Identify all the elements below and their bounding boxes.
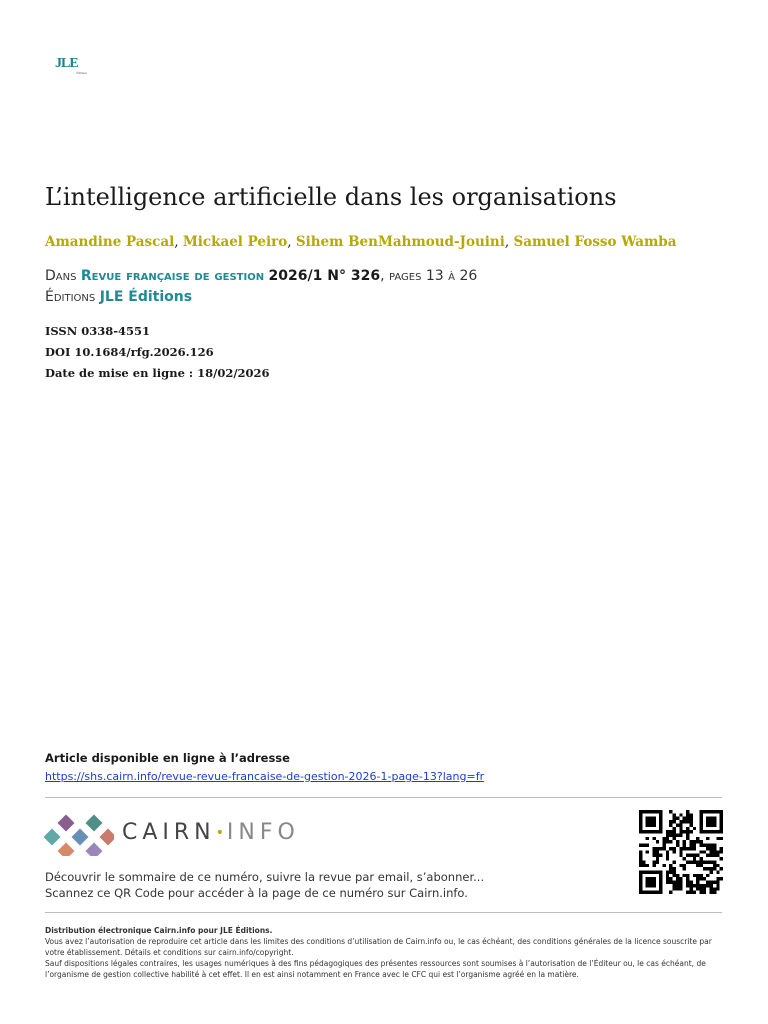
- pages-range: , pages 13 à 26: [380, 268, 478, 284]
- author-link[interactable]: Sihem BenMahmoud-Jouini: [295, 234, 505, 250]
- logo-text: JLE: [55, 56, 78, 71]
- cairn-wordmark[interactable]: [122, 820, 300, 845]
- discover-line-2: Scannez ce QR Code pour accéder à la page de ce numéro sur Cairn.info.: [45, 886, 468, 900]
- issue-number: 2026/1 N° 326: [268, 268, 381, 284]
- logo-subtext: Éditions: [76, 71, 87, 75]
- author-link[interactable]: Amandine Pascal: [45, 234, 175, 250]
- cairn-dot: •: [215, 825, 227, 841]
- cairn-info: INFO: [226, 820, 300, 845]
- journal-link[interactable]: Revue française de gestion: [80, 268, 265, 284]
- divider: [45, 797, 722, 798]
- author-link[interactable]: Samuel Fosso Wamba: [513, 234, 677, 250]
- publisher-link[interactable]: JLE Éditions: [99, 289, 193, 305]
- qr-code[interactable]: [639, 810, 723, 894]
- author-list: Amandine Pascal, Mickael Peiro, Sihem BenMahmoud-Jouini, Samuel Fosso Wamba: [45, 234, 677, 250]
- availability-label: Article disponible en ligne à l’adresse: [45, 751, 290, 765]
- publication-line: [45, 268, 477, 284]
- discover-text: [45, 869, 484, 901]
- issn: ISSN 0338-4551: [45, 324, 151, 338]
- dans-label: Dans: [45, 268, 77, 284]
- footer-paragraph-1: Vous avez l’autorisation de reproduire cet article dans les limites des conditions d’utilisation de Cairn.info ou, le cas échéant, des conditions générales de la licence souscrite par votre établissement. Détails et conditions sur cairn.info/copyright.: [45, 937, 712, 957]
- article-url-link[interactable]: https://shs.cairn.info/revue-revue-francaise-de-gestion-2026-1-page-13?lang=fr: [45, 770, 485, 783]
- publisher-line: [45, 289, 192, 305]
- author-link[interactable]: Mickael Peiro: [182, 234, 288, 250]
- online-date: Date de mise en ligne : 18/02/2026: [45, 366, 270, 380]
- article-title: L’intelligence artificielle dans les organisations: [45, 183, 617, 211]
- publisher-logo: [55, 57, 87, 75]
- doi: DOI 10.1684/rfg.2026.126: [45, 345, 214, 359]
- cairn-brand: CAIRN: [122, 820, 216, 845]
- footer-title: Distribution électronique Cairn.info pour JLE Éditions.: [45, 926, 273, 935]
- discover-line-1: Découvrir le sommaire de ce numéro, suivre la revue par email, s’abonner...: [45, 870, 485, 884]
- distribution-notice: [45, 925, 722, 980]
- cairn-logo-icon: [44, 810, 114, 856]
- divider: [45, 912, 722, 913]
- editions-label: Éditions: [45, 289, 96, 305]
- footer-paragraph-2: Sauf dispositions légales contraires, les usages numériques à des fins pédagogiques des présentes ressources sont soumises à l’autorisation de l’Éditeur ou, le cas échéant, de l’organisme de gestion collective habilité à cet effet. Il en est ainsi notamment en France avec le CFC qui est l’organisme agréé en la matière.: [45, 959, 706, 979]
